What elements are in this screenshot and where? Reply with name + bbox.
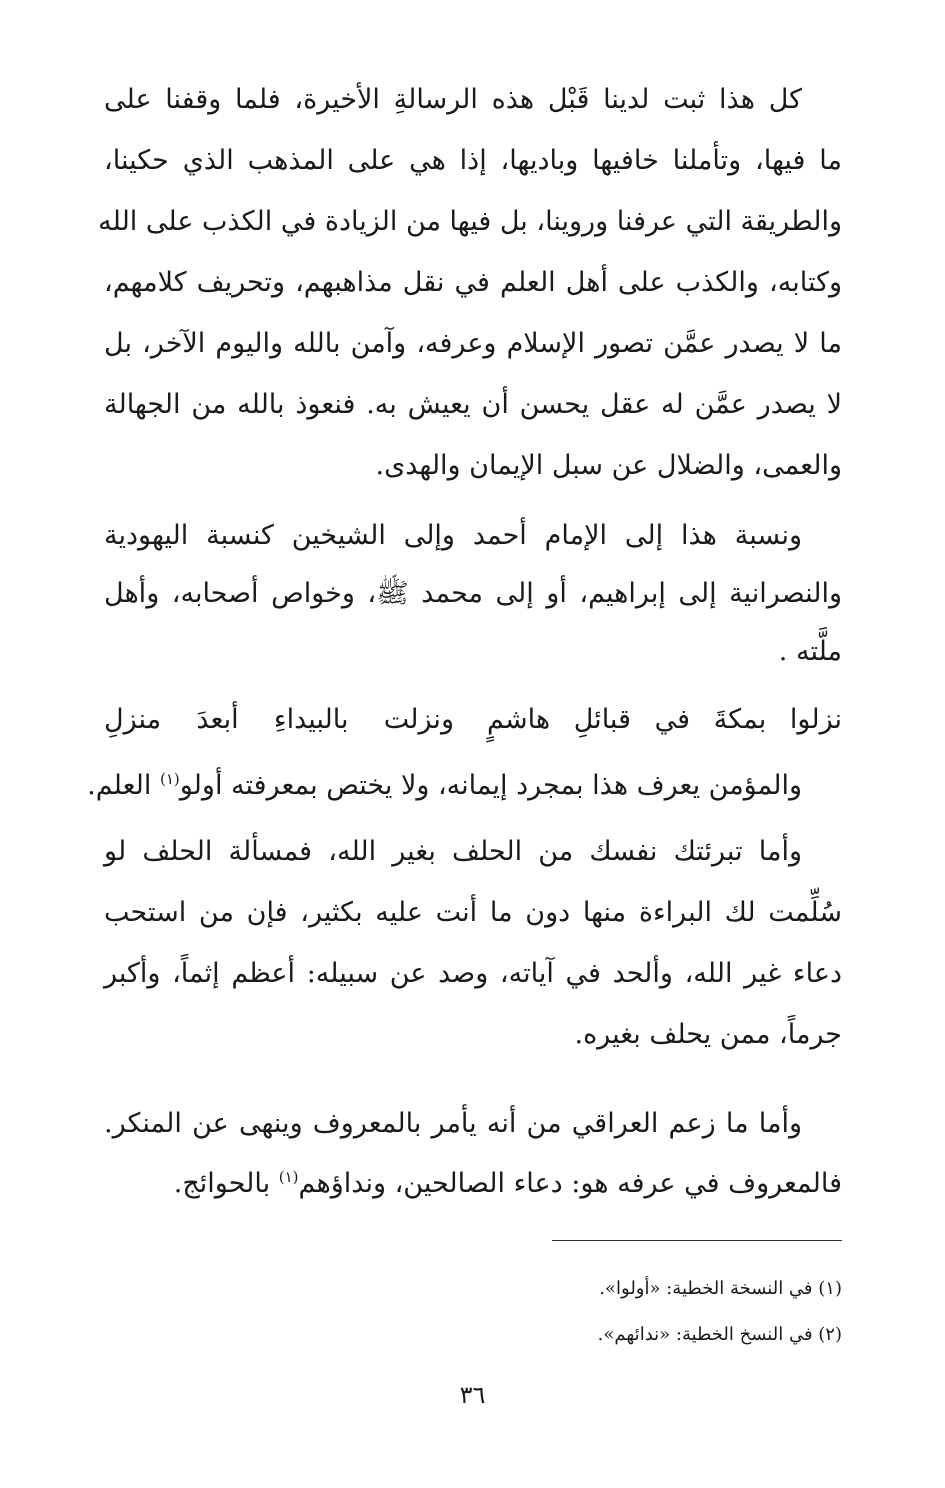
- text-segment: بالحوائج.: [173, 1168, 279, 1199]
- text-line: وكتابه، والكذب على أهل العلم في نقل مذاهبهم، وتحريف كلامهم،: [104, 267, 842, 298]
- text-line: ملَّته .: [778, 636, 842, 667]
- footnote-marker: (١): [159, 770, 180, 788]
- footnote-separator: [552, 1240, 842, 1241]
- text-segment: العلم.: [87, 770, 160, 801]
- text-line: لا يصدر عمَّن له عقل يحسن أن يعيش به. فنعوذ بالله من الجهالة: [104, 389, 842, 420]
- text-line: ما لا يصدر عمَّن تصور الإسلام وعرفه، وآمن بالله واليوم الآخر، بل: [104, 328, 842, 359]
- footnote-marker: (١): [278, 1168, 299, 1186]
- text-line: دعاء غير الله، وألحد في آياته، وصد عن سبيله: أعظم إثماً، وأكبر: [104, 958, 842, 989]
- text-line: جرماً، ممن يحلف بغيره.: [574, 1019, 842, 1050]
- text-line: [104, 1154, 842, 1214]
- text-line: ما فيها، وتأملنا خافيها وباديها، إذا هي على المذهب الذي حكينا،: [104, 145, 842, 176]
- text-line: والنصرانية إلى إبراهيم، أو إلى محمد ﷺ، وخواص أصحابه، وأهل: [104, 578, 842, 609]
- poetry-verse: [104, 690, 842, 750]
- text-line: وأما ما زعم العراقي من أنه يأمر بالمعروف وينهى عن المنكر.: [104, 1108, 802, 1139]
- text-line: [87, 756, 842, 816]
- footnote: (١) في النسخة الخطية: «أولوا».: [599, 1278, 842, 1299]
- verse-first-hemistich: نزلوا بمكةَ في قبائلِ هاشمٍ: [487, 704, 842, 735]
- text-line: وأما تبرئتك نفسك من الحلف بغير الله، فمسألة الحلف لو: [104, 836, 802, 867]
- text-segment: والمؤمن يعرف هذا بمجرد إيمانه، ولا يختص بمعرفته أولو: [179, 770, 802, 801]
- text-line: ونسبة هذا إلى الإمام أحمد وإلى الشيخين كنسبة اليهودية: [104, 520, 802, 551]
- text-line: والعمى، والضلال عن سبل الإيمان والهدى.: [375, 450, 842, 481]
- text-line: والطريقة التي عرفنا وروينا، بل فيها من الزيادة في الكذب على الله: [98, 206, 842, 237]
- verse-second-hemistich: ونزلت بالبيداءِ أبعدَ منزلِ: [104, 704, 454, 735]
- page-number: ٣٦: [459, 1381, 486, 1409]
- text-segment: فالمعروف في عرفه هو: دعاء الصالحين، ونداؤهم: [298, 1168, 842, 1199]
- footnote: (٢) في النسخ الخطية: «ندائهم».: [597, 1324, 842, 1345]
- text-line: سُلِّمت لك البراءة منها دون ما أنت عليه بكثير، فإن من استحب: [104, 897, 842, 928]
- text-line: كل هذا ثبت لدينا قَبْل هذه الرسالةِ الأخيرة، فلما وقفنا على: [104, 84, 802, 115]
